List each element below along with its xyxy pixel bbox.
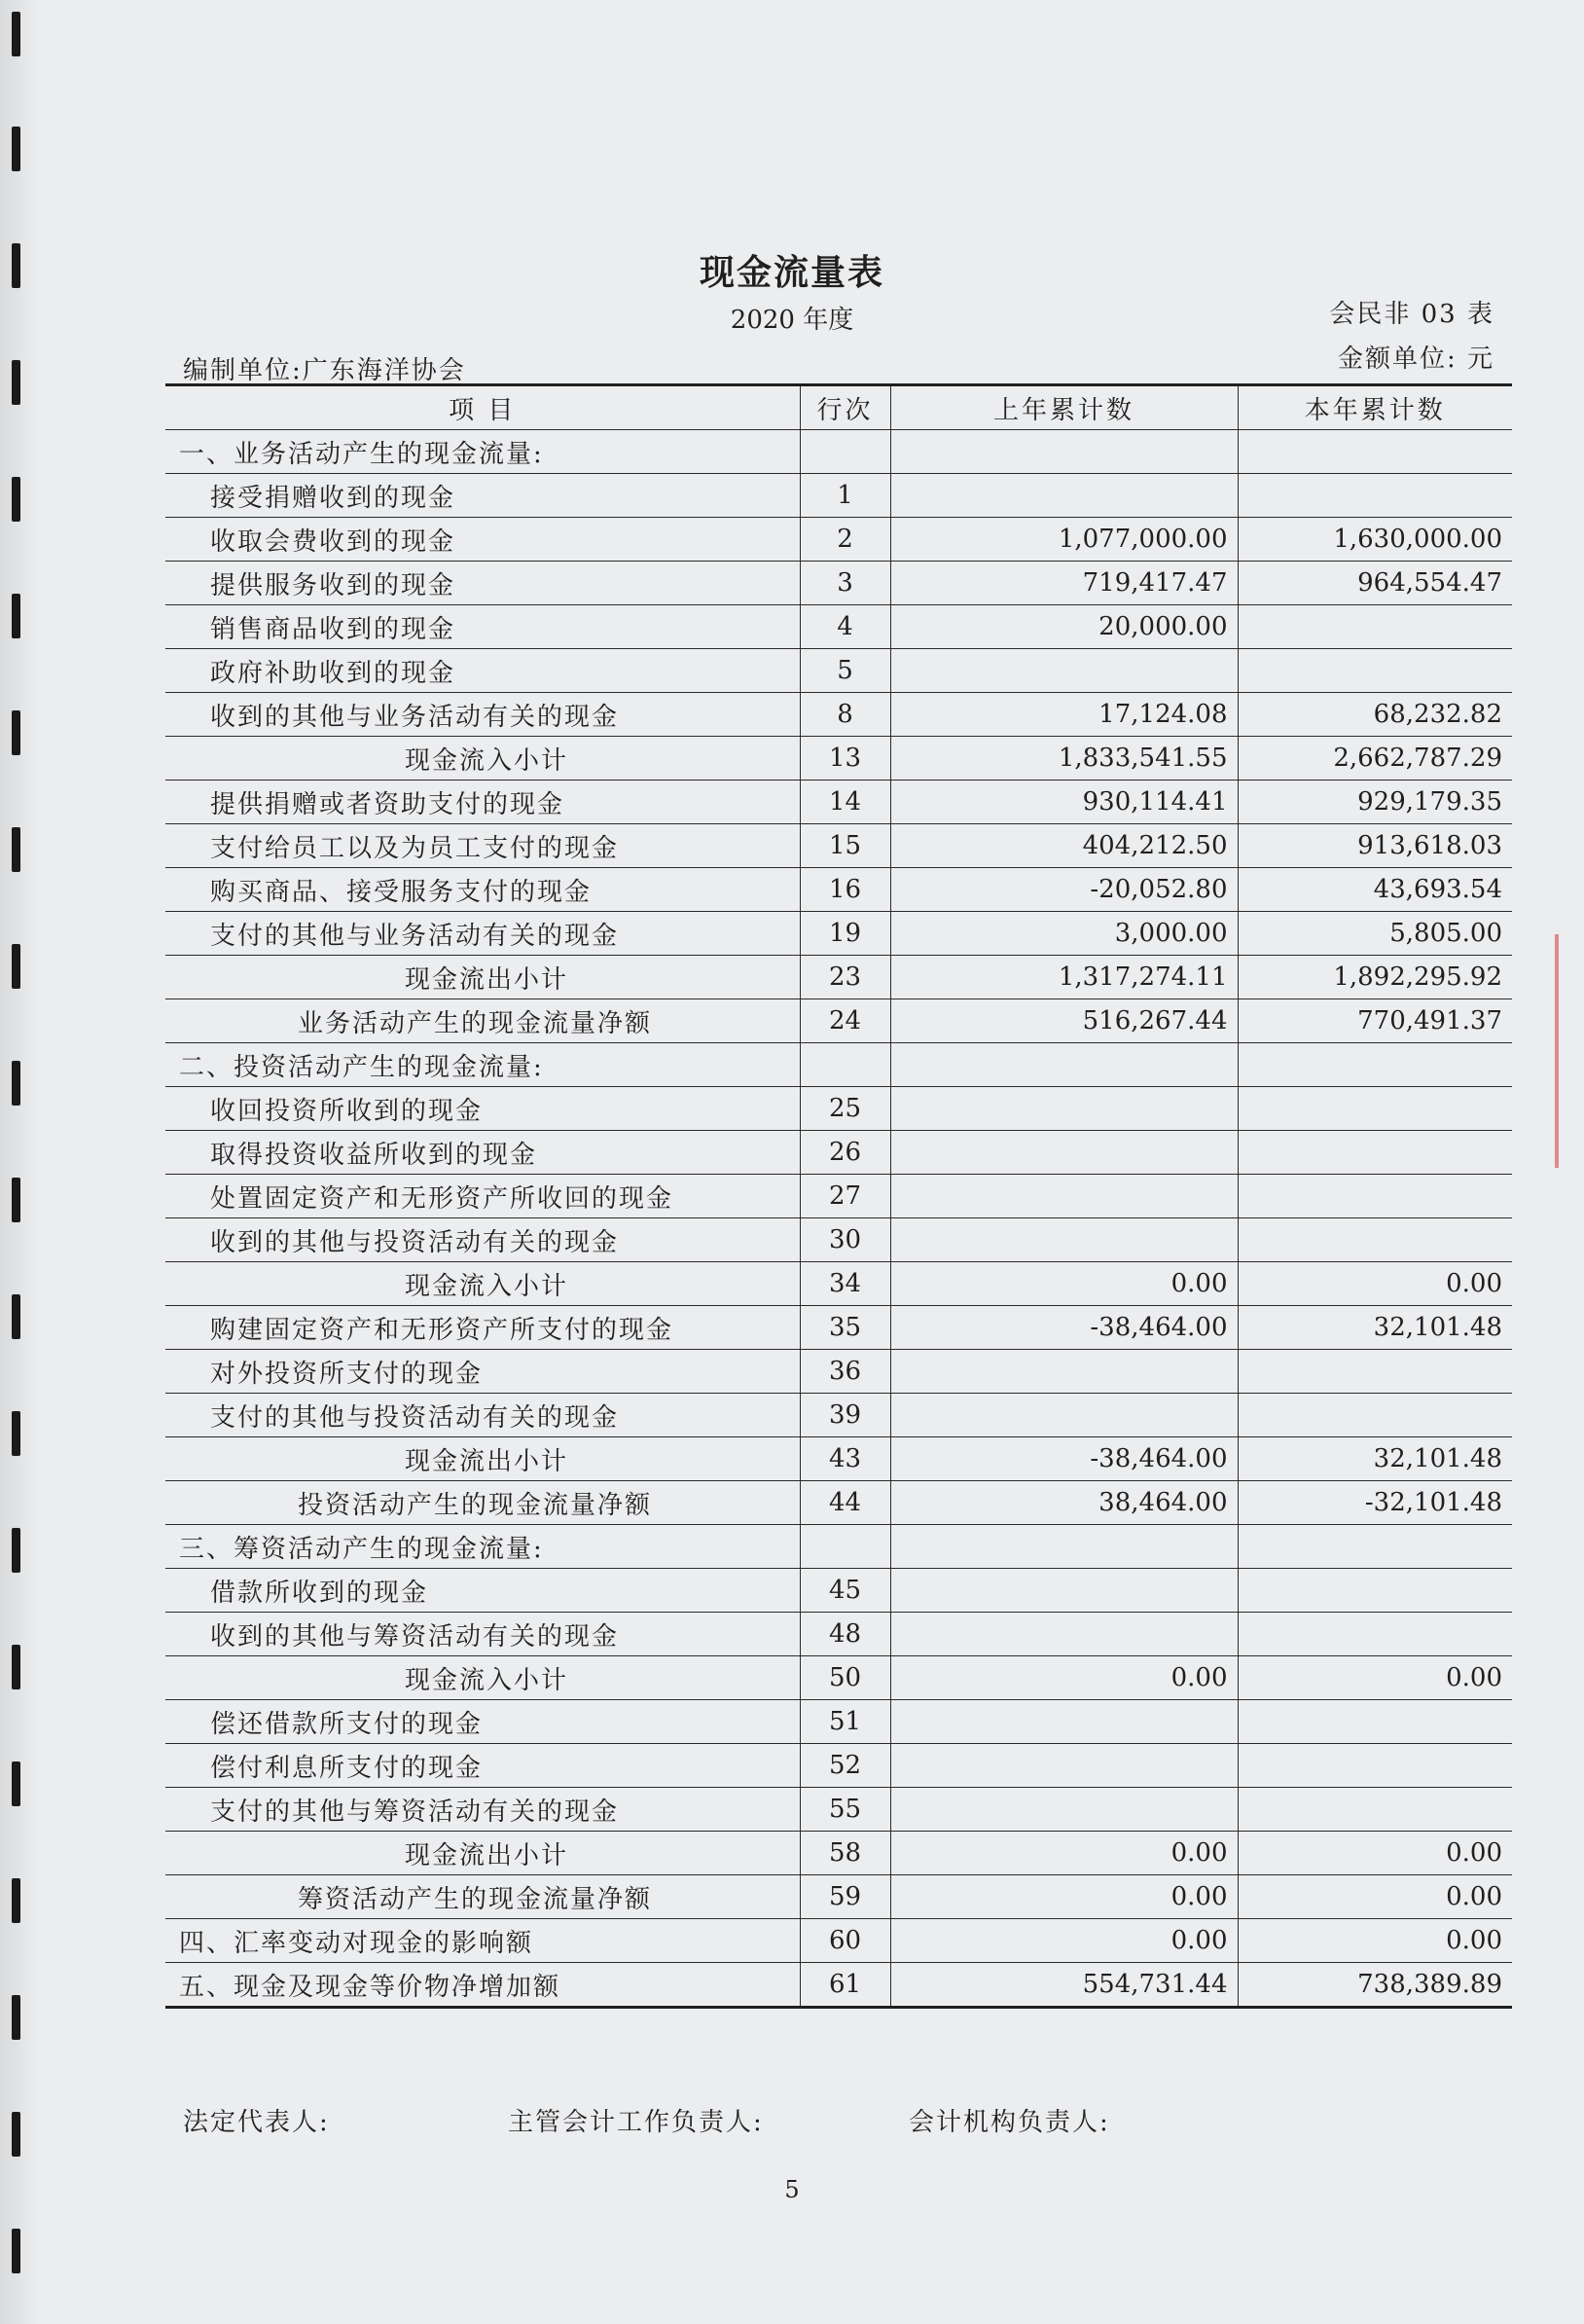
row-item: 处置固定资产和无形资产所收回的现金 (165, 1175, 800, 1218)
row-prior-year-amount: -38,464.00 (890, 1437, 1238, 1481)
row-line-number (800, 430, 890, 474)
table-row (165, 562, 1512, 605)
row-prior-year-amount: -38,464.00 (890, 1306, 1238, 1350)
row-current-year-amount: 964,554.47 (1238, 562, 1512, 605)
table-row (165, 1437, 1512, 1481)
row-item: 三、筹资活动产生的现金流量: (165, 1525, 800, 1569)
row-line-number: 23 (800, 956, 890, 999)
binding-hole (12, 12, 20, 56)
row-prior-year-amount: 3,000.00 (890, 912, 1238, 956)
table-row (165, 518, 1512, 562)
table-row (165, 868, 1512, 912)
binding-hole (12, 1528, 20, 1573)
row-item: 现金流出小计 (165, 956, 800, 999)
row-item: 现金流入小计 (165, 1262, 800, 1306)
binding-hole (12, 1645, 20, 1689)
row-prior-year-amount: 20,000.00 (890, 605, 1238, 649)
row-prior-year-amount (890, 1131, 1238, 1175)
row-item: 购买商品、接受服务支付的现金 (165, 868, 800, 912)
row-line-number: 36 (800, 1350, 890, 1394)
row-item: 政府补助收到的现金 (165, 649, 800, 693)
row-line-number: 3 (800, 562, 890, 605)
row-line-number: 13 (800, 737, 890, 781)
row-item: 收到的其他与筹资活动有关的现金 (165, 1613, 800, 1656)
binding-hole (12, 1761, 20, 1806)
table-row (165, 1744, 1512, 1788)
row-current-year-amount: 0.00 (1238, 1262, 1512, 1306)
table-row (165, 956, 1512, 999)
cash-flow-table (165, 383, 1512, 2009)
row-item: 业务活动产生的现金流量净额 (165, 999, 800, 1043)
table-row (165, 1350, 1512, 1394)
table-row (165, 1656, 1512, 1700)
table-row (165, 1788, 1512, 1832)
row-item: 一、业务活动产生的现金流量: (165, 430, 800, 474)
binding-hole (12, 827, 20, 872)
table-row (165, 824, 1512, 868)
row-current-year-amount (1238, 474, 1512, 518)
binding-hole (12, 127, 20, 171)
row-current-year-amount (1238, 1131, 1512, 1175)
row-item: 偿付利息所支付的现金 (165, 1744, 800, 1788)
row-current-year-amount: 913,618.03 (1238, 824, 1512, 868)
row-line-number: 44 (800, 1481, 890, 1525)
row-current-year-amount: 1,630,000.00 (1238, 518, 1512, 562)
binding-hole (12, 1995, 20, 2040)
row-current-year-amount: 68,232.82 (1238, 693, 1512, 737)
row-line-number: 50 (800, 1656, 890, 1700)
currency-unit: 金额单位: 元 (1337, 345, 1494, 374)
row-item: 对外投资所支付的现金 (165, 1350, 800, 1394)
row-item: 筹资活动产生的现金流量净额 (165, 1875, 800, 1919)
row-item: 投资活动产生的现金流量净额 (165, 1481, 800, 1525)
header-item: 项 目 (165, 385, 800, 430)
table-header-row (165, 385, 1512, 430)
header-current: 本年累计数 (1238, 385, 1512, 430)
table-row (165, 1087, 1512, 1131)
table-row (165, 1569, 1512, 1613)
row-prior-year-amount (890, 649, 1238, 693)
row-line-number: 25 (800, 1087, 890, 1131)
row-line-number: 59 (800, 1875, 890, 1919)
row-item: 购建固定资产和无形资产所支付的现金 (165, 1306, 800, 1350)
row-line-number: 5 (800, 649, 890, 693)
row-prior-year-amount: 404,212.50 (890, 824, 1238, 868)
row-current-year-amount (1238, 1613, 1512, 1656)
row-line-number: 14 (800, 781, 890, 824)
row-item: 支付的其他与投资活动有关的现金 (165, 1394, 800, 1437)
row-prior-year-amount: 38,464.00 (890, 1481, 1238, 1525)
row-prior-year-amount: 1,077,000.00 (890, 518, 1238, 562)
row-item: 收取会费收到的现金 (165, 518, 800, 562)
row-current-year-amount (1238, 1043, 1512, 1087)
row-line-number: 30 (800, 1218, 890, 1262)
row-current-year-amount (1238, 649, 1512, 693)
table-row (165, 1262, 1512, 1306)
row-prior-year-amount (890, 1700, 1238, 1744)
row-line-number: 34 (800, 1262, 890, 1306)
accounting-head-label: 主管会计工作负责人: (508, 2108, 764, 2137)
red-stamp-edge (1555, 934, 1584, 1168)
row-prior-year-amount (890, 1525, 1238, 1569)
row-prior-year-amount: 719,417.47 (890, 562, 1238, 605)
row-line-number: 51 (800, 1700, 890, 1744)
row-prior-year-amount: 0.00 (890, 1262, 1238, 1306)
row-prior-year-amount (890, 1350, 1238, 1394)
row-current-year-amount: 929,179.35 (1238, 781, 1512, 824)
table-row (165, 474, 1512, 518)
form-code: 会民非 03 表 (1329, 300, 1494, 329)
row-line-number: 43 (800, 1437, 890, 1481)
row-prior-year-amount: 554,731.44 (890, 1963, 1238, 2008)
row-item: 接受捐赠收到的现金 (165, 474, 800, 518)
statement-year: 2020 年度 (730, 306, 854, 335)
row-item: 提供捐赠或者资助支付的现金 (165, 781, 800, 824)
table-row (165, 1218, 1512, 1262)
row-line-number: 16 (800, 868, 890, 912)
table-row (165, 1832, 1512, 1875)
row-line-number: 1 (800, 474, 890, 518)
row-item: 五、现金及现金等价物净增加额 (165, 1963, 800, 2008)
page-number: 5 (784, 2176, 800, 2203)
row-line-number: 26 (800, 1131, 890, 1175)
row-line-number: 58 (800, 1832, 890, 1875)
row-item: 取得投资收益所收到的现金 (165, 1131, 800, 1175)
row-item: 现金流入小计 (165, 737, 800, 781)
row-prior-year-amount (890, 1043, 1238, 1087)
row-item: 销售商品收到的现金 (165, 605, 800, 649)
row-line-number: 24 (800, 999, 890, 1043)
table-row (165, 605, 1512, 649)
table-row (165, 693, 1512, 737)
binding-hole (12, 477, 20, 522)
row-line-number: 4 (800, 605, 890, 649)
row-line-number: 8 (800, 693, 890, 737)
row-item: 支付的其他与业务活动有关的现金 (165, 912, 800, 956)
row-prior-year-amount: 17,124.08 (890, 693, 1238, 737)
row-item: 现金流出小计 (165, 1832, 800, 1875)
table-row (165, 1700, 1512, 1744)
table-row (165, 1963, 1512, 2008)
table-row (165, 1131, 1512, 1175)
row-current-year-amount: 0.00 (1238, 1656, 1512, 1700)
row-current-year-amount (1238, 430, 1512, 474)
binding-hole (12, 2229, 20, 2273)
row-prior-year-amount: 0.00 (890, 1919, 1238, 1963)
row-item: 现金流出小计 (165, 1437, 800, 1481)
row-current-year-amount: 738,389.89 (1238, 1963, 1512, 2008)
row-current-year-amount: 0.00 (1238, 1832, 1512, 1875)
row-prior-year-amount: 1,317,274.11 (890, 956, 1238, 999)
binding-hole (12, 1061, 20, 1106)
row-prior-year-amount: 516,267.44 (890, 999, 1238, 1043)
row-current-year-amount (1238, 1525, 1512, 1569)
row-item: 现金流入小计 (165, 1656, 800, 1700)
row-line-number: 15 (800, 824, 890, 868)
table-row (165, 1481, 1512, 1525)
row-current-year-amount: -32,101.48 (1238, 1481, 1512, 1525)
row-item: 二、投资活动产生的现金流量: (165, 1043, 800, 1087)
header-prior: 上年累计数 (890, 385, 1238, 430)
binding-hole (12, 1294, 20, 1339)
table-row (165, 1875, 1512, 1919)
row-prior-year-amount (890, 1087, 1238, 1131)
row-line-number: 48 (800, 1613, 890, 1656)
row-current-year-amount (1238, 1569, 1512, 1613)
table-row (165, 1175, 1512, 1218)
row-item: 收到的其他与业务活动有关的现金 (165, 693, 800, 737)
row-current-year-amount (1238, 1218, 1512, 1262)
row-prior-year-amount: -20,052.80 (890, 868, 1238, 912)
row-line-number: 45 (800, 1569, 890, 1613)
row-line-number: 2 (800, 518, 890, 562)
row-line-number: 61 (800, 1963, 890, 2008)
row-current-year-amount (1238, 1700, 1512, 1744)
binding-hole (12, 710, 20, 755)
binding-hole (12, 594, 20, 638)
table-row (165, 1613, 1512, 1656)
row-item: 收回投资所收到的现金 (165, 1087, 800, 1131)
row-current-year-amount: 1,892,295.92 (1238, 956, 1512, 999)
binding-hole (12, 1411, 20, 1456)
table-row (165, 1919, 1512, 1963)
row-line-number: 60 (800, 1919, 890, 1963)
table-row (165, 649, 1512, 693)
row-current-year-amount: 43,693.54 (1238, 868, 1512, 912)
row-line-number: 19 (800, 912, 890, 956)
binding-hole (12, 944, 20, 989)
row-current-year-amount: 2,662,787.29 (1238, 737, 1512, 781)
row-prior-year-amount (890, 1788, 1238, 1832)
row-current-year-amount (1238, 605, 1512, 649)
row-item: 四、汇率变动对现金的影响额 (165, 1919, 800, 1963)
row-prior-year-amount: 0.00 (890, 1656, 1238, 1700)
table-row (165, 912, 1512, 956)
binding-hole (12, 1178, 20, 1222)
row-item: 提供服务收到的现金 (165, 562, 800, 605)
row-prior-year-amount: 0.00 (890, 1875, 1238, 1919)
row-prior-year-amount (890, 1175, 1238, 1218)
row-prior-year-amount: 1,833,541.55 (890, 737, 1238, 781)
row-current-year-amount (1238, 1394, 1512, 1437)
row-prior-year-amount: 0.00 (890, 1832, 1238, 1875)
row-item: 偿还借款所支付的现金 (165, 1700, 800, 1744)
legal-representative-label: 法定代表人: (183, 2108, 330, 2137)
row-prior-year-amount (890, 474, 1238, 518)
row-current-year-amount: 32,101.48 (1238, 1437, 1512, 1481)
row-current-year-amount (1238, 1350, 1512, 1394)
statement-title: 现金流量表 (699, 252, 884, 293)
table-row (165, 1394, 1512, 1437)
row-current-year-amount: 5,805.00 (1238, 912, 1512, 956)
row-prior-year-amount (890, 1394, 1238, 1437)
row-line-number: 39 (800, 1394, 890, 1437)
table-row (165, 1525, 1512, 1569)
row-current-year-amount: 0.00 (1238, 1875, 1512, 1919)
table-row (165, 430, 1512, 474)
compiling-entity: 编制单位:广东海洋协会 (183, 356, 466, 385)
row-prior-year-amount (890, 1569, 1238, 1613)
accounting-org-head-label: 会计机构负责人: (909, 2108, 1110, 2137)
row-current-year-amount: 770,491.37 (1238, 999, 1512, 1043)
row-line-number (800, 1043, 890, 1087)
table-row (165, 1043, 1512, 1087)
row-current-year-amount (1238, 1175, 1512, 1218)
header-line: 行次 (800, 385, 890, 430)
row-current-year-amount (1238, 1087, 1512, 1131)
row-current-year-amount: 32,101.48 (1238, 1306, 1512, 1350)
row-prior-year-amount (890, 1744, 1238, 1788)
row-prior-year-amount (890, 1613, 1238, 1656)
binding-hole (12, 1878, 20, 1923)
row-item: 支付给员工以及为员工支付的现金 (165, 824, 800, 868)
row-item: 支付的其他与筹资活动有关的现金 (165, 1788, 800, 1832)
row-current-year-amount: 0.00 (1238, 1919, 1512, 1963)
row-line-number: 55 (800, 1788, 890, 1832)
row-line-number (800, 1525, 890, 1569)
row-item: 借款所收到的现金 (165, 1569, 800, 1613)
table-row (165, 999, 1512, 1043)
row-prior-year-amount (890, 430, 1238, 474)
row-current-year-amount (1238, 1744, 1512, 1788)
row-line-number: 52 (800, 1744, 890, 1788)
binding-edge (0, 0, 39, 2324)
row-prior-year-amount (890, 1218, 1238, 1262)
row-item: 收到的其他与投资活动有关的现金 (165, 1218, 800, 1262)
table-row (165, 781, 1512, 824)
row-line-number: 27 (800, 1175, 890, 1218)
table-row (165, 1306, 1512, 1350)
table-row (165, 737, 1512, 781)
binding-hole (12, 2112, 20, 2157)
row-line-number: 35 (800, 1306, 890, 1350)
row-current-year-amount (1238, 1788, 1512, 1832)
row-prior-year-amount: 930,114.41 (890, 781, 1238, 824)
binding-hole (12, 360, 20, 405)
